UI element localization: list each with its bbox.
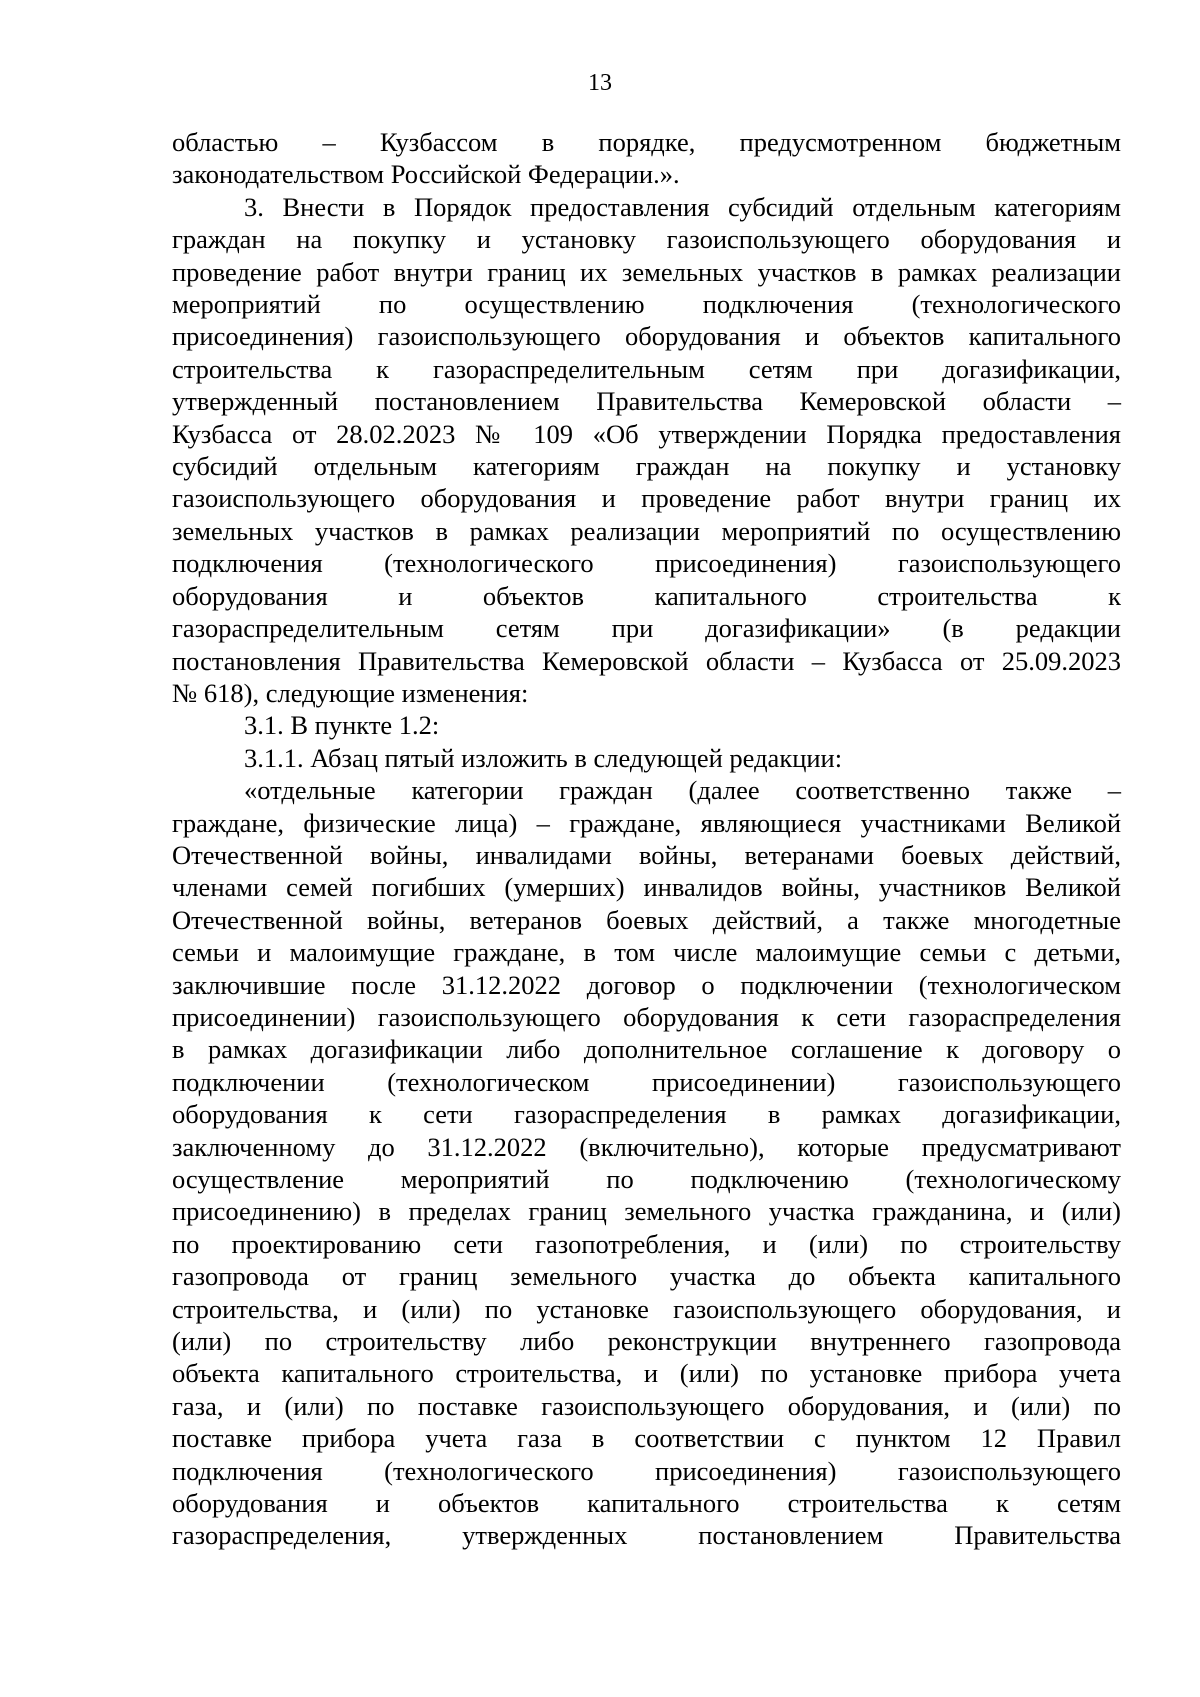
- text-line: газопровода от границ земельного участка до объекта капитального: [172, 1261, 1121, 1292]
- text-line: газа, и (или) по поставке газоиспользующего оборудования, и (или) по: [172, 1390, 1121, 1421]
- text-line: Отечественной войны, инвалидами войны, ветеранами боевых действий,: [172, 839, 1121, 870]
- text-line: Отечественной войны, ветеранов боевых действий, а также многодетные: [172, 904, 1121, 935]
- text-line: Кузбасса от 28.02.2023 № 109 «Об утверждении Порядка предоставления: [172, 418, 1121, 449]
- text-line: присоединению) в пределах границ земельного участка гражданина, и (или): [172, 1196, 1121, 1227]
- page-number: 13: [588, 70, 612, 96]
- text-line: семьи и малоимущие граждане, в том числе малоимущие семьи с детьми,: [172, 937, 1121, 968]
- text-line: 3.1.1. Абзац пятый изложить в следующей редакции:: [244, 742, 843, 773]
- text-line: субсидий отдельным категориям граждан на покупку и установку: [172, 451, 1121, 482]
- text-line: областью – Кузбассом в порядке, предусмотренном бюджетным: [172, 127, 1121, 157]
- text-line: постановления Правительства Кемеровской области – Кузбасса от 25.09.2023: [172, 645, 1121, 676]
- text-line: оборудования к сети газораспределения в рамках догазификации,: [172, 1099, 1121, 1130]
- text-line: газораспределения, утвержденных постановлением Правительства: [172, 1520, 1121, 1551]
- text-line: 3.1. В пункте 1.2:: [244, 710, 440, 741]
- text-line: строительства к газораспределительным сетям при догазификации,: [172, 353, 1121, 384]
- text-line: подключения (технологического присоединения) газоиспользующего: [172, 548, 1121, 579]
- text-line: газоиспользующего оборудования и проведение работ внутри границ их: [172, 483, 1121, 514]
- text-line: законодательством Российской Федерации.».: [172, 159, 680, 190]
- text-line: поставке прибора учета газа в соответствии с пунктом 12 Правил: [172, 1423, 1121, 1454]
- text-line: газораспределительным сетям при догазификации» (в редакции: [172, 613, 1121, 644]
- text-line: «отдельные категории граждан (далее соответственно также –: [244, 775, 1121, 806]
- document-body: [172, 126, 1121, 1552]
- text-line: подключения (технологического присоединения) газоиспользующего: [172, 1455, 1121, 1486]
- text-line: по проектированию сети газопотребления, и (или) по строительству: [172, 1228, 1121, 1259]
- text-line: мероприятий по осуществлению подключения (технологического: [172, 289, 1121, 320]
- text-line: присоединения) газоиспользующего оборудования и объектов капитального: [172, 321, 1121, 352]
- text-line: 3. Внести в Порядок предоставления субсидий отдельным категориям: [244, 191, 1121, 222]
- text-line: оборудования и объектов капитального строительства к сетям: [172, 1488, 1121, 1519]
- text-line: подключении (технологическом присоединении) газоиспользующего: [172, 1066, 1121, 1097]
- text-line: оборудования и объектов капитального строительства к: [172, 580, 1121, 611]
- text-line: членами семей погибших (умерших) инвалидов войны, участников Великой: [172, 872, 1121, 903]
- text-line: земельных участков в рамках реализации мероприятий по осуществлению: [172, 515, 1121, 546]
- text-line: присоединении) газоиспользующего оборудования к сети газораспределения: [172, 1001, 1121, 1032]
- text-line: заключившие после 31.12.2022 договор о подключении (технологическом: [172, 969, 1121, 1000]
- text-line: объекта капитального строительства, и (или) по установке прибора учета: [172, 1358, 1121, 1389]
- text-line: (или) по строительству либо реконструкции внутреннего газопровода: [172, 1326, 1121, 1357]
- text-line: заключенному до 31.12.2022 (включительно), которые предусматривают: [172, 1131, 1121, 1162]
- text-line: № 618), следующие изменения:: [172, 677, 529, 708]
- text-line: строительства, и (или) по установке газоиспользующего оборудования, и: [172, 1293, 1121, 1324]
- text-line: осуществление мероприятий по подключению (технологическому: [172, 1164, 1121, 1194]
- text-line: утвержденный постановлением Правительства Кемеровской области –: [172, 386, 1121, 417]
- text-line: в рамках догазификации либо дополнительное соглашение к договору о: [172, 1034, 1121, 1065]
- text-line: проведение работ внутри границ их земельных участков в рамках реализации: [172, 256, 1121, 287]
- text-line: граждане, физические лица) – граждане, являющиеся участниками Великой: [172, 807, 1121, 838]
- text-line: граждан на покупку и установку газоиспользующего оборудования и: [172, 224, 1121, 255]
